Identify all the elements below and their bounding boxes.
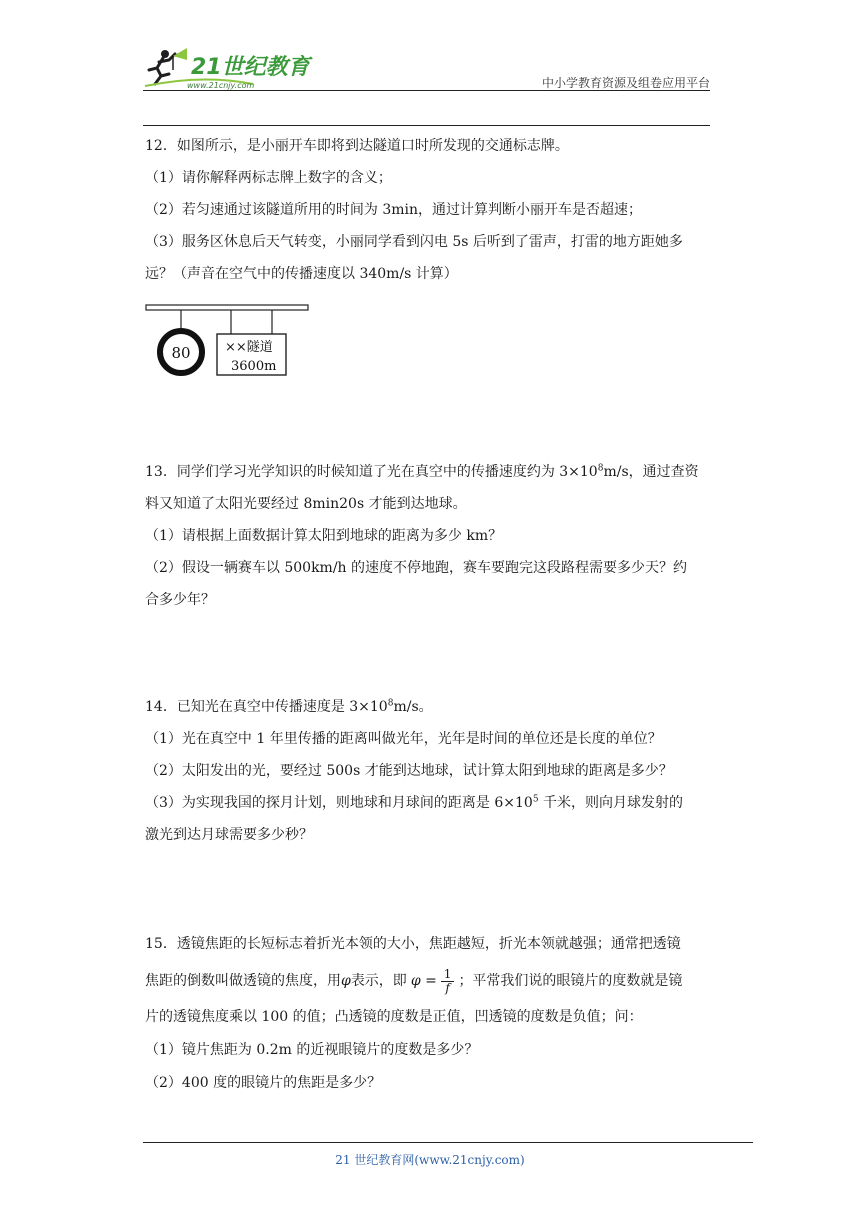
q13-sub2-line2: 合多少年？ (145, 592, 215, 608)
q14-sub3-line2: 激光到达月球需要多少秒？ (145, 827, 313, 843)
q12-sub2: （2）若匀速通过该隧道所用的时间为 3min，通过计算判断小丽开车是否超速； (145, 202, 643, 218)
header-rule (143, 90, 710, 91)
logo-wordmark: 21世纪教育 (191, 55, 310, 80)
question-14 (145, 691, 713, 851)
q15-sub1: （1）镜片焦距为 0.2m 的近视眼镜片的度数是多少？ (145, 1042, 479, 1058)
site-logo (143, 44, 313, 90)
q12-sub3-line2: 远？（声音在空气中的传播速度以 340m/s 计算） (145, 266, 458, 282)
q15-phi-symbol: φ (341, 973, 351, 989)
q14-sub1: （1）光在真空中 1 年里传播的距离叫做光年，光年是时间的单位还是长度的单位？ (145, 731, 662, 747)
q15-fraction-denominator: f (445, 980, 450, 995)
q15-stem-line3: 片的透镜焦度乘以 100 的值；凸透镜的度数是正值，凹透镜的度数是负值；问： (145, 1009, 643, 1025)
q15-stem-b-post: ；平常我们说的眼镜片的度数就是镜 (458, 973, 683, 989)
q15-stem-line1: 15．透镜焦距的长短标志着折光本领的大小，焦距越短，折光本领就越强；通常把透镜 (145, 936, 681, 952)
q14-sub3-line1 (145, 787, 713, 819)
q13-stem-line2: 料又知道了太阳光要经过 8min20s 才能到达地球。 (145, 496, 467, 512)
footer-text: 21 世纪教育网(www.21cnjy.com) (335, 1153, 525, 1167)
runner-logo-icon (143, 44, 313, 90)
q14-stem-post: m/s。 (393, 699, 433, 715)
q15-stem-b-mid: 表示，即 (350, 973, 407, 989)
logo-url: www.21cnjy.com (187, 81, 255, 90)
q15-fraction (441, 968, 455, 995)
traffic-sign-figure (145, 300, 315, 380)
q15-equation-lhs: φ = (410, 973, 437, 989)
q13-sub2-line1: （2）假设一辆赛车以 500km/h 的速度不停地跑，赛车要跑完这段路程需要多少天？约 (145, 560, 688, 576)
question-13 (145, 456, 713, 616)
q13-stem-line1 (145, 456, 713, 488)
question-15 (145, 928, 713, 1100)
q15-stem-b-pre: 焦距的倒数叫做透镜的焦度，用 (145, 973, 341, 989)
question-12 (145, 130, 713, 290)
q15-sub2: （2）400 度的眼镜片的焦距是多少？ (145, 1075, 382, 1091)
tunnel-name: ××隧道 (225, 340, 273, 355)
platform-name: 中小学教育资源及组卷应用平台 (541, 76, 710, 90)
q15-stem-line2 (145, 961, 713, 1001)
tunnel-length: 3600m (231, 359, 277, 374)
q13-stem-a-pre: 13．同学们学习光学知识的时候知道了光在真空中的传播速度约为 3×10 (145, 464, 598, 480)
q13-exponent: 8 (597, 463, 604, 474)
q14-sub3-exponent: 5 (532, 794, 539, 805)
traffic-sign-diagram (145, 300, 315, 380)
q12-sub3-line1: （3）服务区休息后天气转变，小丽同学看到闪电 5s 后听到了雷声，打雷的地方距她多 (145, 234, 683, 250)
q14-exponent: 8 (387, 698, 394, 709)
q14-stem (145, 691, 713, 723)
q15-fraction-numerator: 1 (441, 968, 455, 982)
q14-sub2: （2）太阳发出的光，要经过 500s 才能到达地球，试计算太阳到地球的距离是多少？ (145, 763, 673, 779)
q13-sub1: （1）请根据上面数据计算太阳到地球的距离为多少 km？ (145, 528, 503, 544)
q12-sub1: （1）请你解释两标志牌上数字的含义； (145, 170, 392, 186)
q14-sub3-pre: （3）为实现我国的探月计划，则地球和月球间的距离是 6×10 (145, 795, 533, 811)
q12-stem: 12．如图所示，是小丽开车即将到达隧道口时所发现的交通标志牌。 (145, 138, 569, 154)
q14-sub3-post: 千米，则向月球发射的 (538, 795, 683, 811)
speed-limit-value: 80 (171, 344, 191, 362)
q13-stem-a-post: m/s，通过查资 (603, 464, 699, 480)
q14-stem-pre: 14．已知光在真空中传播速度是 3×10 (145, 699, 388, 715)
footer-rule (143, 1142, 753, 1143)
content-top-rule (143, 125, 710, 126)
